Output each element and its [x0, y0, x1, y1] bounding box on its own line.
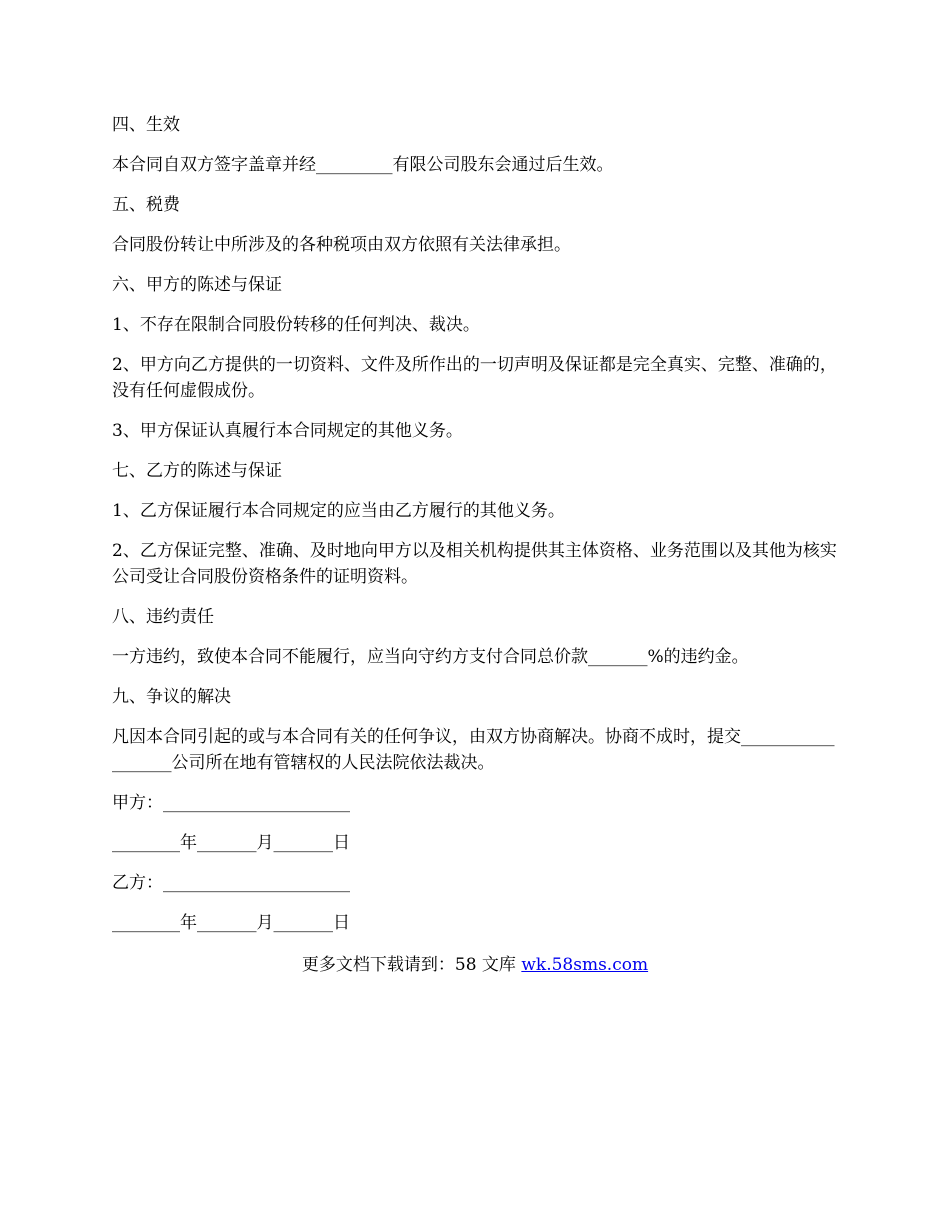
section-heading-effect: 四、生效: [112, 115, 180, 135]
section-heading-party-b: 七、乙方的陈述与保证: [112, 461, 282, 481]
footer-prefix: 更多文档下载请到：58 文库: [301, 955, 522, 975]
footer-link[interactable]: wk.58sms.com: [521, 955, 649, 975]
clause-party-a-3: 3、甲方保证认真履行本合同规定的其他义务。: [112, 421, 463, 441]
footer: [0, 952, 950, 978]
clause-tax: 合同股份转让中所涉及的各种税项由双方依照有关法律承担。: [112, 235, 571, 255]
date-party-b: ________年_______月_______日: [112, 913, 350, 933]
clause-party-a-2: 2、甲方向乙方提供的一切资料、文件及所作出的一切声明及保证都是完全真实、完整、准确的，没有任何虚假成份。: [112, 355, 837, 401]
section-heading-tax: 五、税费: [112, 195, 180, 215]
section-heading-breach: 八、违约责任: [112, 607, 214, 627]
signature-party-a: 甲方：______________________: [112, 793, 350, 813]
clause-party-b-2: 2、乙方保证完整、准确、及时地向甲方以及相关机构提供其主体资格、业务范围以及其他为核实公司受让合同股份资格条件的证明资料。: [112, 541, 837, 587]
section-heading-party-a: 六、甲方的陈述与保证: [112, 275, 282, 295]
clause-effect: 本合同自双方签字盖章并经_________有限公司股东会通过后生效。: [112, 155, 614, 175]
clause-party-a-1: 1、不存在限制合同股份转移的任何判决、裁决。: [112, 315, 480, 335]
clause-dispute: 凡因本合同引起的或与本合同有关的任何争议，由双方协商解决。协商不成时，提交__________________公司所在地有管辖权的人民法院依法裁决。: [112, 727, 835, 773]
signature-party-b: 乙方：______________________: [112, 873, 350, 893]
section-heading-dispute: 九、争议的解决: [112, 687, 231, 707]
clause-party-b-1: 1、乙方保证履行本合同规定的应当由乙方履行的其他义务。: [112, 501, 565, 521]
date-party-a: ________年_______月_______日: [112, 833, 350, 853]
document-body: [112, 112, 842, 950]
clause-breach: 一方违约，致使本合同不能履行，应当向守约方支付合同总价款_______%的违约金。: [112, 647, 749, 667]
